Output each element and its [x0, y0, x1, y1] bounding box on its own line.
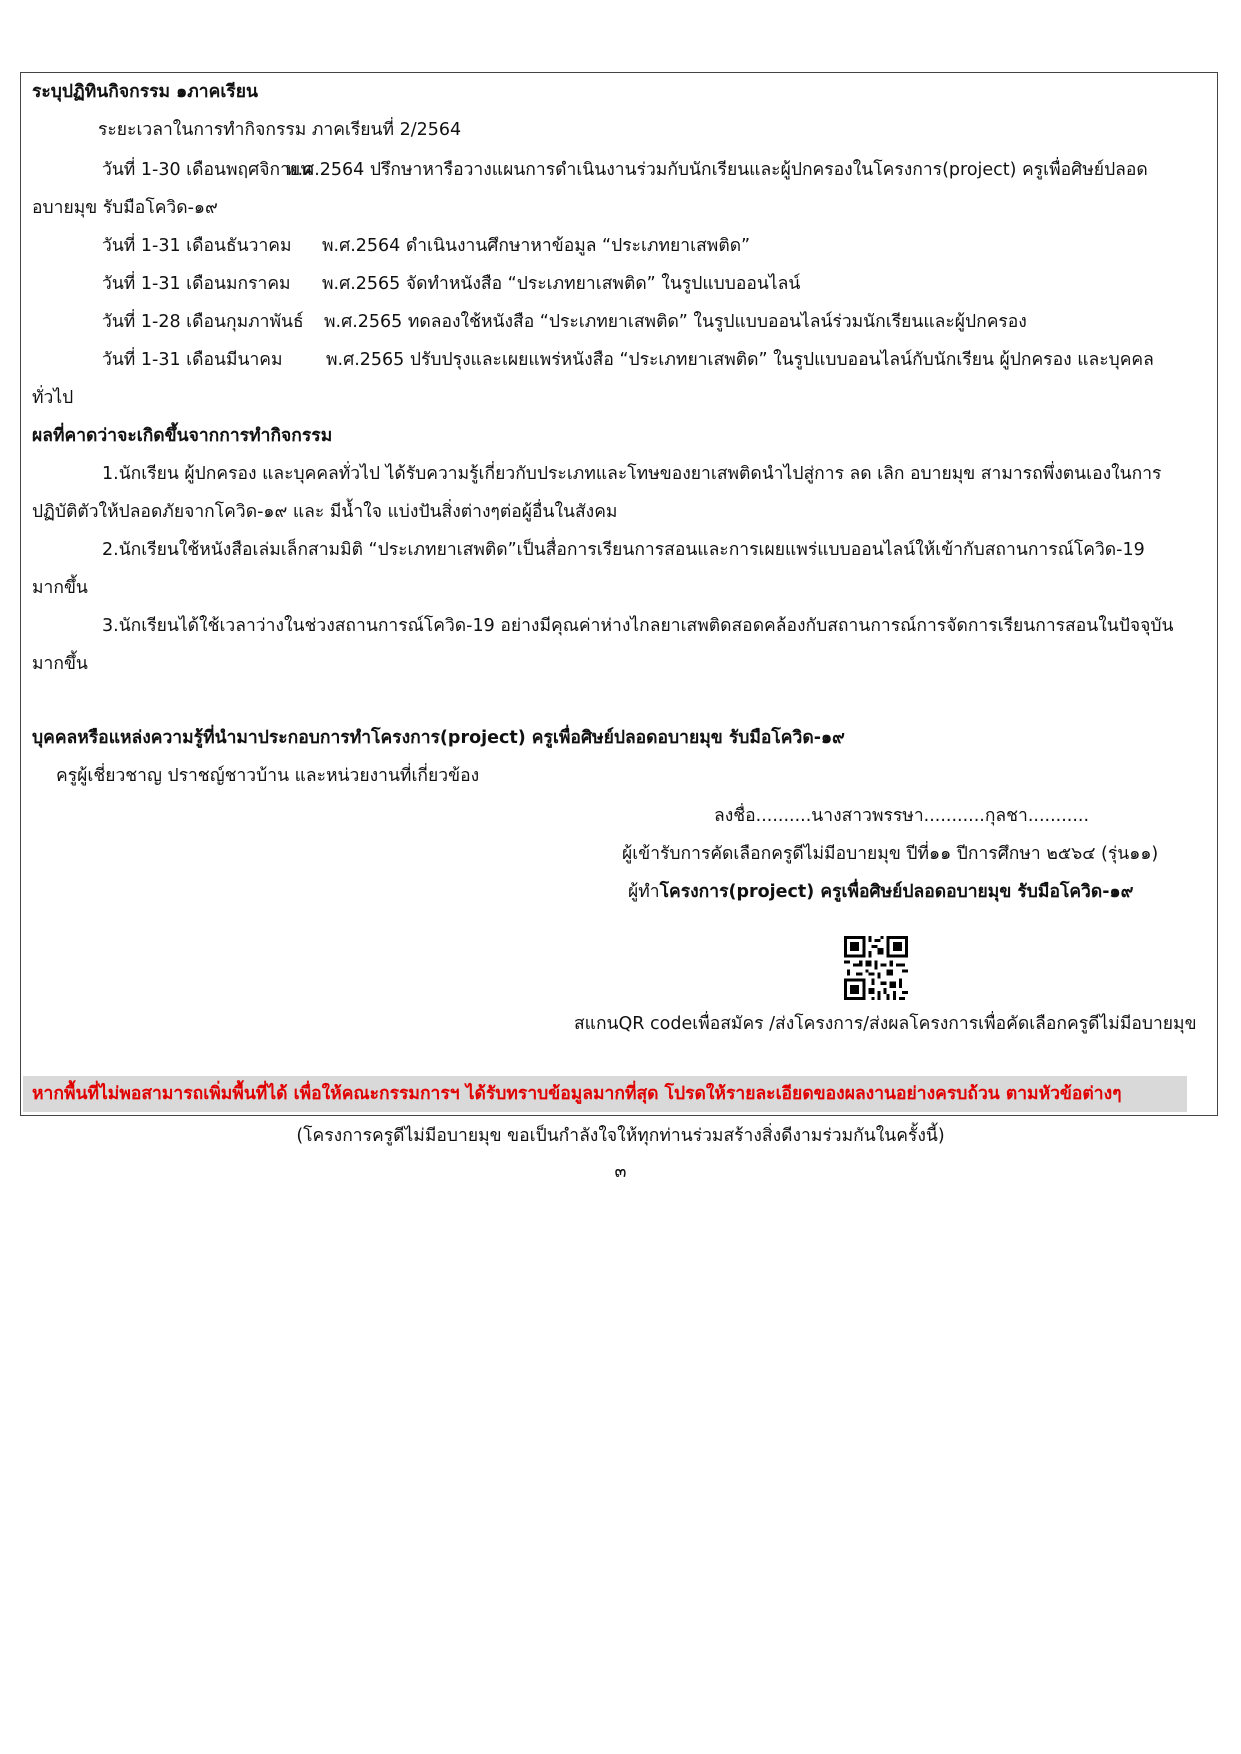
activity-period: ระยะเวลาในการทำกิจกรรม ภาคเรียนที่ 2/2564: [98, 120, 462, 140]
activity-desc-1-cont: อบายมุข รับมือโควิด-๑๙: [32, 198, 218, 218]
activity-desc-3: พ.ศ.2565 จัดทำหนังสือ “ประเภทยาเสพติด” ในรูปแบบออนไลน์: [322, 274, 801, 294]
outcome-1-line2: ปฏิบัติตัวให้ปลอดภัยจากโควิด-๑๙ และ มีน้ำใจ แบ่งปันสิ่งต่างๆต่อผู้อื่นในสังคม: [32, 502, 618, 522]
outcome-3-line1: 3.นักเรียนได้ใช้เวลาว่างในช่วงสถานการณ์โควิด-19 อย่างมีคุณค่าห่างไกลยาเสพติดสอดคล้องกับสถานการณ์การจัดการเรียนการสอนในปัจจุบัน: [102, 616, 1174, 636]
outcome-2-line2: มากขึ้น: [32, 578, 88, 598]
outcomes-heading: ผลที่คาดว่าจะเกิดขึ้นจากการทำกิจกรรม: [32, 426, 333, 446]
signature-name: ลงชื่อ..........นางสาวพรรษา...........กุลชา...........: [714, 806, 1090, 826]
outcome-1-line1: 1.นักเรียน ผู้ปกครอง และบุคคลทั่วไป ได้รับความรู้เกี่ยวกับประเภทและโทษของยาเสพติดนำไปสู่การ ลด เลิก อบายมุข สามารถพึ่งตนเองในการ: [102, 464, 1162, 484]
activity-date-2: วันที่ 1-31 เดือนธันวาคม: [102, 236, 292, 256]
outcome-2-line1: 2.นักเรียนใช้หนังสือเล่มเล็กสามมิติ “ประเภทยาเสพติด”เป็นสื่อการเรียนการสอนและการเผยแพร่แบบออนไลน์ให้เข้ากับสถานการณ์โควิด-19: [102, 540, 1145, 560]
signature-role: ผู้เข้ารับการคัดเลือกครูดีไม่มีอบายมุข ปีที่๑๑ ปีการศึกษา ๒๕๖๔ (รุ่น๑๑): [622, 844, 1159, 864]
signature-maker-project: โครงการ(project) ครูเพื่อศิษย์ปลอดอบายมุข รับมือโควิด-๑๙: [659, 882, 1134, 902]
activity-desc-5: พ.ศ.2565 ปรับปรุงและเผยแพร่หนังสือ “ประเภทยาเสพติด” ในรูปแบบออนไลน์กับนักเรียน ผู้ปกครอง และบุคคล: [326, 350, 1154, 370]
activity-date-5: วันที่ 1-31 เดือนมีนาคม: [102, 350, 283, 370]
signature-maker: [628, 880, 1133, 904]
activity-heading: ระบุปฏิทินกิจกรรม ๑ภาคเรียน: [32, 82, 258, 102]
sources-heading: บุคคลหรือแหล่งความรู้ที่นำมาประกอบการทำโครงการ(project) ครูเพื่อศิษย์ปลอดอบายมุข รับมือโควิด-๑๙: [32, 728, 845, 748]
activity-desc-5-cont: ทั่วไป: [32, 388, 74, 408]
qr-code-icon[interactable]: [844, 936, 908, 1000]
outcome-3-line2: มากขึ้น: [32, 654, 88, 674]
notice-text: หากพื้นที่ไม่พอสามารถเพิ่มพื้นที่ได้ เพื่อให้คณะกรรมการฯ ได้รับทราบข้อมูลมากที่สุด โปรดให้รายละเอียดของผลงานอย่างครบถ้วน ตามหัวข้อต่างๆ: [32, 1084, 1122, 1104]
footer-text: (โครงการครูดีไม่มีอบายมุข ขอเป็นกำลังใจให้ทุกท่านร่วมสร้างสิ่งดีงามร่วมกันในครั้งนี้): [296, 1126, 945, 1146]
qr-caption: สแกนQR codeเพื่อสมัคร /ส่งโครงการ/ส่งผลโครงการเพื่อคัดเลือกครูดีไม่มีอบายมุข: [574, 1014, 1197, 1034]
content-frame: [20, 72, 1218, 1116]
activity-desc-2: พ.ศ.2564 ดำเนินงานศึกษาหาข้อมูล “ประเภทยาเสพติด”: [322, 236, 751, 256]
activity-date-3: วันที่ 1-31 เดือนมกราคม: [102, 274, 291, 294]
activity-date-4: วันที่ 1-28 เดือนกุมภาพันธ์: [102, 312, 304, 332]
signature-maker-prefix: ผู้ทำ: [628, 882, 660, 902]
activity-date-1: วันที่ 1-30 เดือนพฤศจิกายน: [102, 160, 313, 180]
sources-text: ครูผู้เชี่ยวชาญ ปราชญ์ชาวบ้าน และหน่วยงานที่เกี่ยวข้อง: [56, 766, 480, 786]
activity-desc-1: พ.ศ.2564 ปรึกษาหารือวางแผนการดำเนินงานร่วมกับนักเรียนและผู้ปกครองในโครงการ(project) ครูเพื่อศิษย์ปลอด: [286, 160, 1148, 180]
activity-desc-4: พ.ศ.2565 ทดลองใช้หนังสือ “ประเภทยาเสพติด” ในรูปแบบออนไลน์ร่วมนักเรียนและผู้ปกครอง: [324, 312, 1027, 332]
page-number: ๓: [614, 1162, 627, 1182]
